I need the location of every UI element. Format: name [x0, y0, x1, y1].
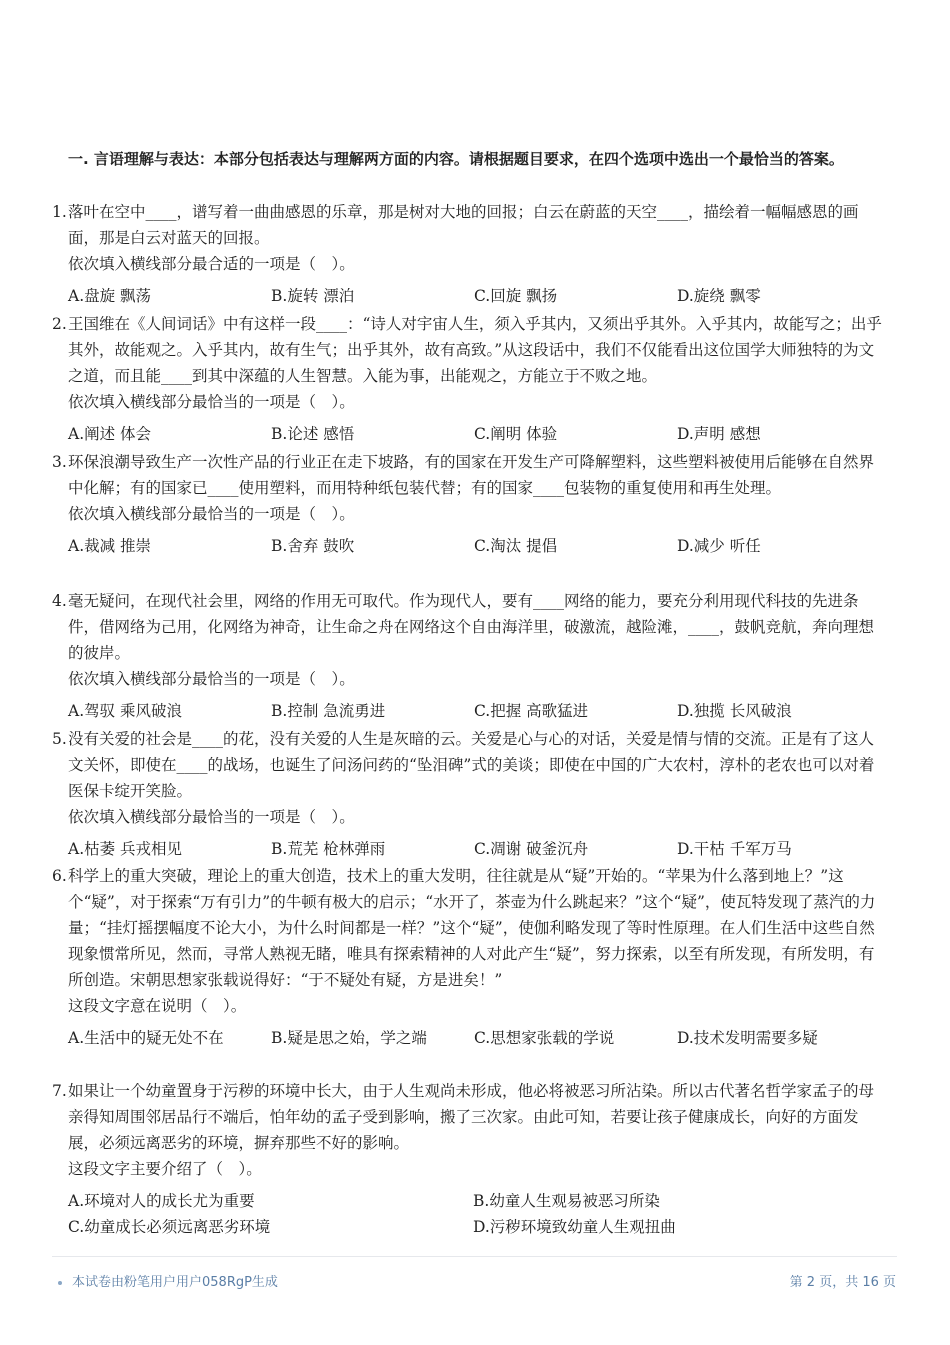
option-b[interactable]: B.论述 感悟	[271, 425, 355, 443]
option-d[interactable]: D.独揽 长风破浪	[677, 702, 792, 720]
question-text: 落叶在空中____，谱写着一曲曲感恩的乐章，那是树对大地的回报；白云在蔚蓝的天空____，描绘着一幅幅感恩的画面，那是白云对蓝天的回报。	[68, 203, 859, 247]
option-c[interactable]: C.幼童成长必须远离恶劣环境	[68, 1218, 271, 1236]
question-text: 毫无疑问，在现代社会里，网络的作用无可取代。作为现代人，要有____网络的能力，要充分利用现代科技的先进条件，借网络为己用，化网络为神奇，让生命之舟在网络这个自由海洋里，破激流，越险滩，____，鼓帆竞航，奔向理想的彼岸。	[68, 592, 875, 662]
question-number: 1.	[52, 203, 67, 221]
option-b[interactable]: B.荒芜 枪林弹雨	[271, 840, 386, 858]
question-prompt: 依次填入横线部分最恰当的一项是（ ）。	[68, 808, 355, 826]
option-d[interactable]: D.技术发明需要多疑	[677, 1029, 818, 1047]
bullet-dot-icon	[58, 1281, 62, 1285]
question-prompt: 依次填入横线部分最恰当的一项是（ ）。	[68, 670, 355, 688]
question-text: 科学上的重大突破，理论上的重大创造，技术上的重大发明，往往就是从“疑”开始的。“苹果为什么落到地上？”这个“疑”，对于探索“万有引力”的牛顿有极大的启示；“水开了，茶壶为什么跳起来？”这个“疑”，使瓦特发现了蒸汽的力量；“挂灯摇摆幅度不论大小，为什么时间都是一样？”这个“疑”，使伽利略发现了等时性原理。在人们生活中这些自然现象惯常所见，然而，寻常人熟视无睹，唯具有探索精神的人对此产生“疑”，努力探索，以至有所发现，有所发明，有所创造。宋朝思想家张载说得好：“于不疑处有疑，方是进矣！”	[68, 867, 876, 989]
footer-left-text: 本试卷由粉笔用户用户058RgP生成	[72, 1275, 278, 1290]
option-c[interactable]: C.把握 高歌猛进	[474, 702, 589, 720]
question-text: 环保浪潮导致生产一次性产品的行业正在走下坡路，有的国家在开发生产可降解塑料，这些塑料被使用后能够在自然界中化解；有的国家已____使用塑料，而用特种纸包装代替；有的国家____包装物的重复使用和再生处理。	[68, 453, 875, 497]
option-c[interactable]: C.凋谢 破釜沉舟	[474, 840, 589, 858]
question-number: 5.	[52, 730, 67, 748]
options-row	[68, 283, 882, 309]
option-d[interactable]: D.污秽环境致幼童人生观扭曲	[473, 1218, 676, 1236]
question-prompt: 这段文字意在说明（ ）。	[68, 997, 247, 1015]
options-row	[68, 836, 882, 862]
question-text: 如果让一个幼童置身于污秽的环境中长大，由于人生观尚未形成，他必将被恶习所沾染。所以古代著名哲学家孟子的母亲得知周围邻居品行不端后，怕年幼的孟子受到影响，搬了三次家。由此可知，若要让孩子健康成长，向好的方面发展，必须远离恶劣的环境，摒弃那些不好的影响。	[68, 1082, 875, 1152]
question-6	[52, 863, 882, 1051]
question-number: 4.	[52, 592, 67, 610]
question-prompt: 依次填入横线部分最恰当的一项是（ ）。	[68, 393, 355, 411]
options-grid	[68, 1188, 882, 1240]
option-c[interactable]: C.淘汰 提倡	[474, 537, 558, 555]
option-a[interactable]: A.盘旋 飘荡	[68, 287, 152, 305]
question-text: 没有关爱的社会是____的花，没有关爱的人生是灰暗的云。关爱是心与心的对话，关爱是情与情的交流。正是有了这人文关怀，即使在____的战场，也诞生了问汤问药的“坠泪碑”式的美谈；即使在中国的广大农村，淳朴的老农也可以对着医保卡绽开笑脸。	[68, 730, 875, 800]
question-number: 7.	[52, 1082, 67, 1100]
option-a[interactable]: A.枯萎 兵戎相见	[68, 840, 183, 858]
question-number: 6.	[52, 867, 67, 885]
question-7	[52, 1078, 882, 1240]
option-d[interactable]: D.声明 感想	[677, 425, 761, 443]
option-c[interactable]: C.思想家张载的学说	[474, 1029, 615, 1047]
options-row	[68, 1025, 882, 1051]
options-row	[68, 698, 882, 724]
option-c[interactable]: C.阐明 体验	[474, 425, 558, 443]
options-row	[68, 533, 882, 559]
option-a[interactable]: A.裁减 推崇	[68, 537, 152, 555]
question-4	[52, 588, 882, 724]
option-b[interactable]: B.幼童人生观易被恶习所染	[473, 1192, 660, 1210]
question-prompt: 依次填入横线部分最恰当的一项是（ ）。	[68, 505, 355, 523]
option-a[interactable]: A.生活中的疑无处不在	[68, 1029, 224, 1047]
question-number: 3.	[52, 453, 67, 471]
options-row	[68, 421, 882, 447]
option-d[interactable]: D.旋绕 飘零	[677, 287, 761, 305]
question-prompt: 这段文字主要介绍了（ ）。	[68, 1160, 262, 1178]
page-indicator: 第 2 页，共 16 页	[789, 1275, 896, 1290]
option-b[interactable]: B.旋转 漂泊	[271, 287, 355, 305]
question-5	[52, 726, 882, 862]
question-number: 2.	[52, 315, 67, 333]
option-b[interactable]: B.控制 急流勇进	[271, 702, 386, 720]
footer-generator-note	[58, 1271, 278, 1290]
option-a[interactable]: A.环境对人的成长尤为重要	[68, 1192, 255, 1210]
footer-divider	[52, 1256, 897, 1257]
question-2	[52, 311, 882, 447]
option-b[interactable]: B.疑是思之始，学之端	[271, 1029, 427, 1047]
option-d[interactable]: D.减少 听任	[677, 537, 761, 555]
option-b[interactable]: B.舍弃 鼓吹	[271, 537, 355, 555]
option-d[interactable]: D.干枯 千军万马	[677, 840, 792, 858]
question-3	[52, 449, 882, 559]
section-title: 一. 言语理解与表达：本部分包括表达与理解两方面的内容。请根据题目要求，在四个选项中选出一个最恰当的答案。	[68, 150, 844, 168]
question-prompt: 依次填入横线部分最合适的一项是（ ）。	[68, 255, 355, 273]
option-c[interactable]: C.回旋 飘扬	[474, 287, 558, 305]
question-1	[52, 199, 882, 309]
option-a[interactable]: A.阐述 体会	[68, 425, 152, 443]
option-a[interactable]: A.驾驭 乘风破浪	[68, 702, 183, 720]
question-text: 王国维在《人间词话》中有这样一段____：“诗人对宇宙人生，须入乎其内，又须出乎其外。入乎其内，故能写之；出乎其外，故能观之。入乎其内，故有生气；出乎其外，故有高致。”从这段话中，我们不仅能看出这位国学大师独特的为文之道，而且能____到其中深蕴的人生智慧。入能为事，出能观之，方能立于不败之地。	[68, 315, 882, 385]
